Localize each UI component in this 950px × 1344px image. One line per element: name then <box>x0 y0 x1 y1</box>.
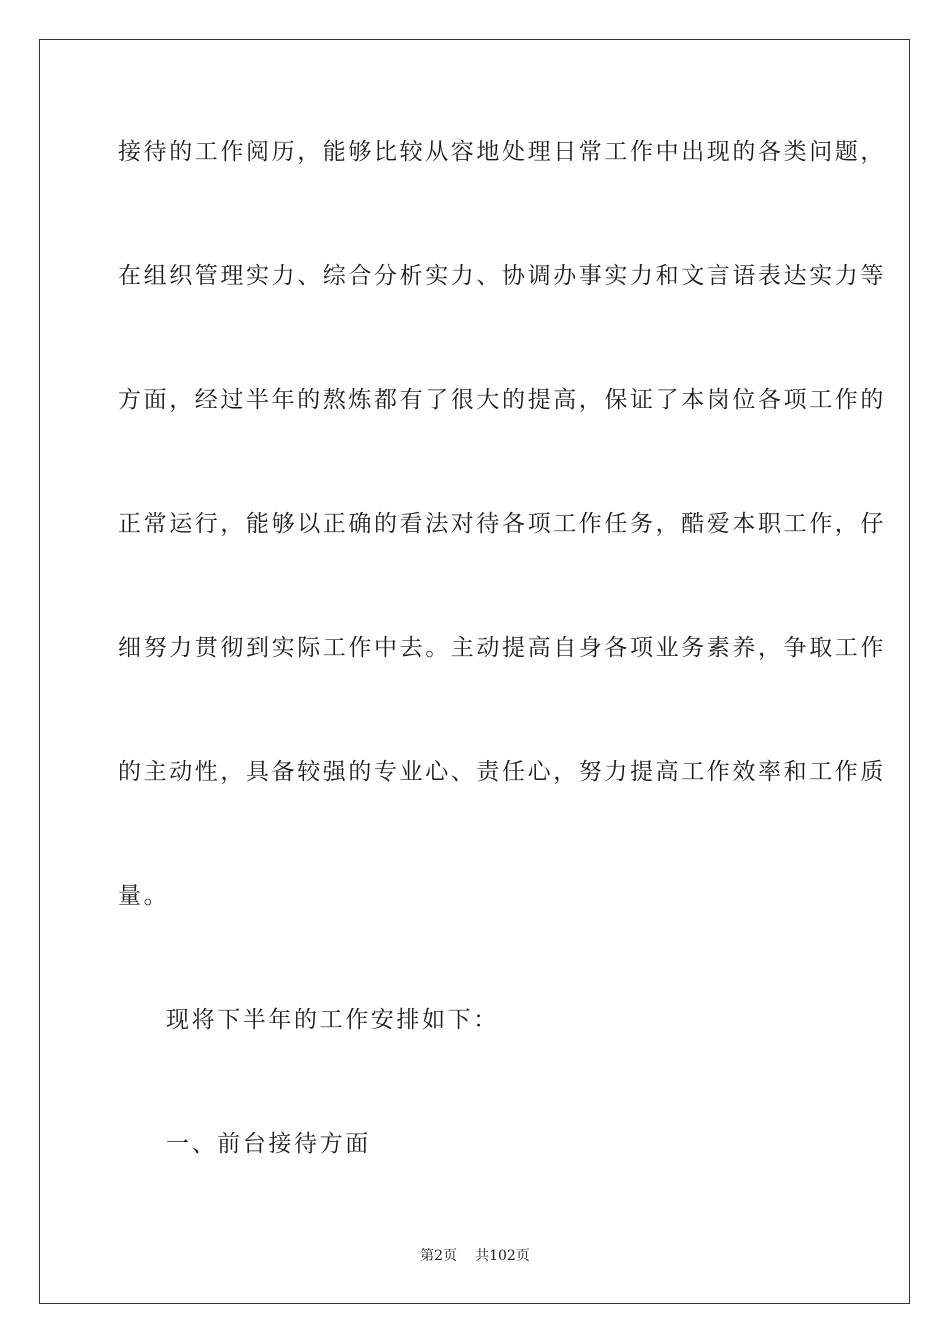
page-footer <box>0 1247 950 1265</box>
page-border <box>39 39 910 1304</box>
page-number: 第2页 <box>420 1248 458 1264</box>
paragraph-line-4: 正常运行，能够以正确的看法对待各项工作任务，酷爱本职工作，仔 <box>118 511 886 537</box>
paragraph-line-1: 接待的工作阅历，能够比较从容地处理日常工作中出现的各类问题， <box>118 139 886 165</box>
intro-line: 现将下半年的工作安排如下： <box>166 1007 499 1033</box>
section-heading: 一、前台接待方面 <box>166 1131 371 1157</box>
paragraph-line-5: 细努力贯彻到实际工作中去。主动提高自身各项业务素养，争取工作 <box>118 635 886 661</box>
paragraph-line-2: 在组织管理实力、综合分析实力、协调办事实力和文言语表达实力等 <box>118 263 886 289</box>
paragraph-line-3: 方面，经过半年的熬炼都有了很大的提高，保证了本岗位各项工作的 <box>118 387 886 413</box>
paragraph-line-7: 量。 <box>118 883 170 909</box>
page-total: 共102页 <box>475 1248 530 1264</box>
paragraph-line-6: 的主动性，具备较强的专业心、责任心，努力提高工作效率和工作质 <box>118 759 886 785</box>
